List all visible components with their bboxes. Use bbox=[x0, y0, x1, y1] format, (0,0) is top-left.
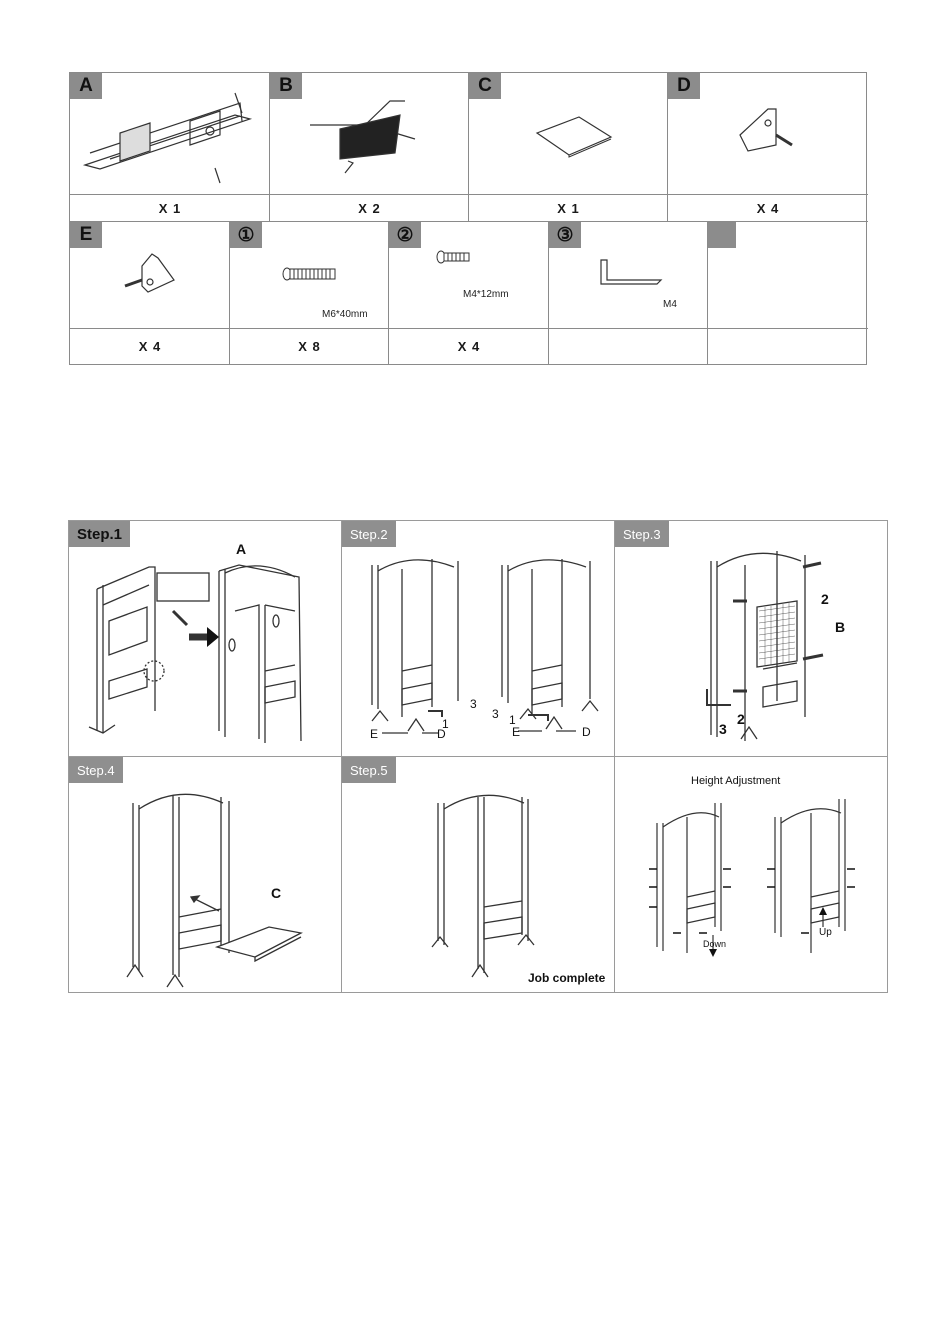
part-cell-screw bbox=[389, 222, 549, 329]
height-adjust-illustration bbox=[615, 757, 888, 992]
qty-cell bbox=[708, 329, 868, 364]
part-cell-c bbox=[469, 73, 668, 195]
down-label: Down bbox=[703, 939, 727, 949]
foot-block-icon bbox=[668, 73, 868, 195]
qty-cell bbox=[668, 195, 868, 222]
callout-c: C bbox=[271, 885, 282, 901]
callout-3: 3 bbox=[492, 707, 499, 721]
callout-b: B bbox=[835, 619, 846, 635]
step-1-illustration bbox=[69, 521, 342, 757]
mesh-sheet-icon bbox=[270, 73, 469, 195]
qty-cell bbox=[389, 329, 549, 364]
step-4-panel bbox=[69, 757, 342, 992]
part-cell-empty bbox=[708, 222, 868, 329]
part-spec: M6*40mm bbox=[322, 309, 368, 320]
board-icon bbox=[469, 73, 668, 195]
step-2-illustration bbox=[342, 521, 615, 757]
part-spec: M4 bbox=[663, 299, 677, 310]
part-quantity: X 1 bbox=[158, 201, 182, 216]
foot-block-icon bbox=[70, 222, 230, 329]
part-tag: D bbox=[668, 73, 700, 99]
part-spec: M4*12mm bbox=[463, 289, 509, 300]
qty-cell bbox=[230, 329, 389, 364]
part-cell-b bbox=[270, 73, 469, 195]
part-tag: E bbox=[70, 222, 102, 248]
part-cell-wrench bbox=[549, 222, 708, 329]
qty-cell bbox=[70, 329, 230, 364]
step-3-panel bbox=[615, 521, 888, 757]
qty-cell bbox=[549, 329, 708, 364]
up-label: Up bbox=[819, 927, 832, 938]
assembly-steps bbox=[68, 520, 888, 993]
part-cell-d bbox=[668, 73, 868, 195]
callout-a: A bbox=[236, 541, 247, 557]
part-quantity: X 2 bbox=[358, 201, 381, 216]
step-label: Step.5 bbox=[342, 757, 396, 783]
part-tag: B bbox=[270, 73, 302, 99]
screw-icon bbox=[389, 222, 549, 329]
callout-1: 1 bbox=[509, 713, 516, 727]
step-label: Step.3 bbox=[615, 521, 669, 547]
step-label: Step.4 bbox=[69, 757, 123, 783]
callout-3: 3 bbox=[719, 721, 727, 737]
part-quantity: X 8 bbox=[298, 339, 321, 354]
part-tag: ② bbox=[389, 222, 421, 248]
callout-2: 2 bbox=[737, 711, 745, 727]
callout-e: E bbox=[370, 727, 379, 741]
callout-1: 1 bbox=[442, 717, 449, 731]
step-label: Step.2 bbox=[342, 521, 396, 547]
step-5-panel bbox=[342, 757, 615, 992]
part-quantity: X 4 bbox=[756, 201, 780, 216]
part-quantity bbox=[549, 329, 708, 364]
part-quantity bbox=[708, 329, 868, 364]
step-4-illustration bbox=[69, 757, 342, 992]
parts-table bbox=[69, 72, 867, 365]
part-cell-e bbox=[70, 222, 230, 329]
height-adjust-title: Height Adjustment bbox=[691, 775, 781, 787]
job-complete-label: Job complete bbox=[528, 971, 606, 985]
part-tag: C bbox=[469, 73, 501, 99]
step-5-illustration bbox=[342, 757, 615, 992]
callout-3: 3 bbox=[470, 697, 477, 711]
part-quantity: X 1 bbox=[557, 201, 580, 216]
part-tag: ① bbox=[230, 222, 262, 248]
qty-cell bbox=[70, 195, 270, 222]
part-cell-a bbox=[70, 73, 270, 195]
qty-cell bbox=[469, 195, 668, 222]
step-label: Step.1 bbox=[69, 521, 130, 547]
part-cell-bolt bbox=[230, 222, 389, 329]
callout-d: D bbox=[437, 727, 446, 741]
allen-key-icon bbox=[549, 222, 708, 329]
callout-e: E bbox=[512, 725, 521, 739]
step-3-illustration bbox=[615, 521, 888, 757]
step-2-panel bbox=[342, 521, 615, 757]
part-tag bbox=[708, 222, 736, 248]
part-quantity: X 4 bbox=[138, 339, 162, 354]
part-quantity: X 4 bbox=[457, 339, 481, 354]
qty-cell bbox=[270, 195, 469, 222]
part-tag: ③ bbox=[549, 222, 581, 248]
height-adjust-panel bbox=[615, 757, 888, 992]
step-1-panel bbox=[69, 521, 342, 757]
part-tag: A bbox=[70, 73, 102, 99]
callout-2: 2 bbox=[821, 591, 829, 607]
frame-panel-icon bbox=[70, 73, 270, 195]
callout-d: D bbox=[582, 725, 591, 739]
